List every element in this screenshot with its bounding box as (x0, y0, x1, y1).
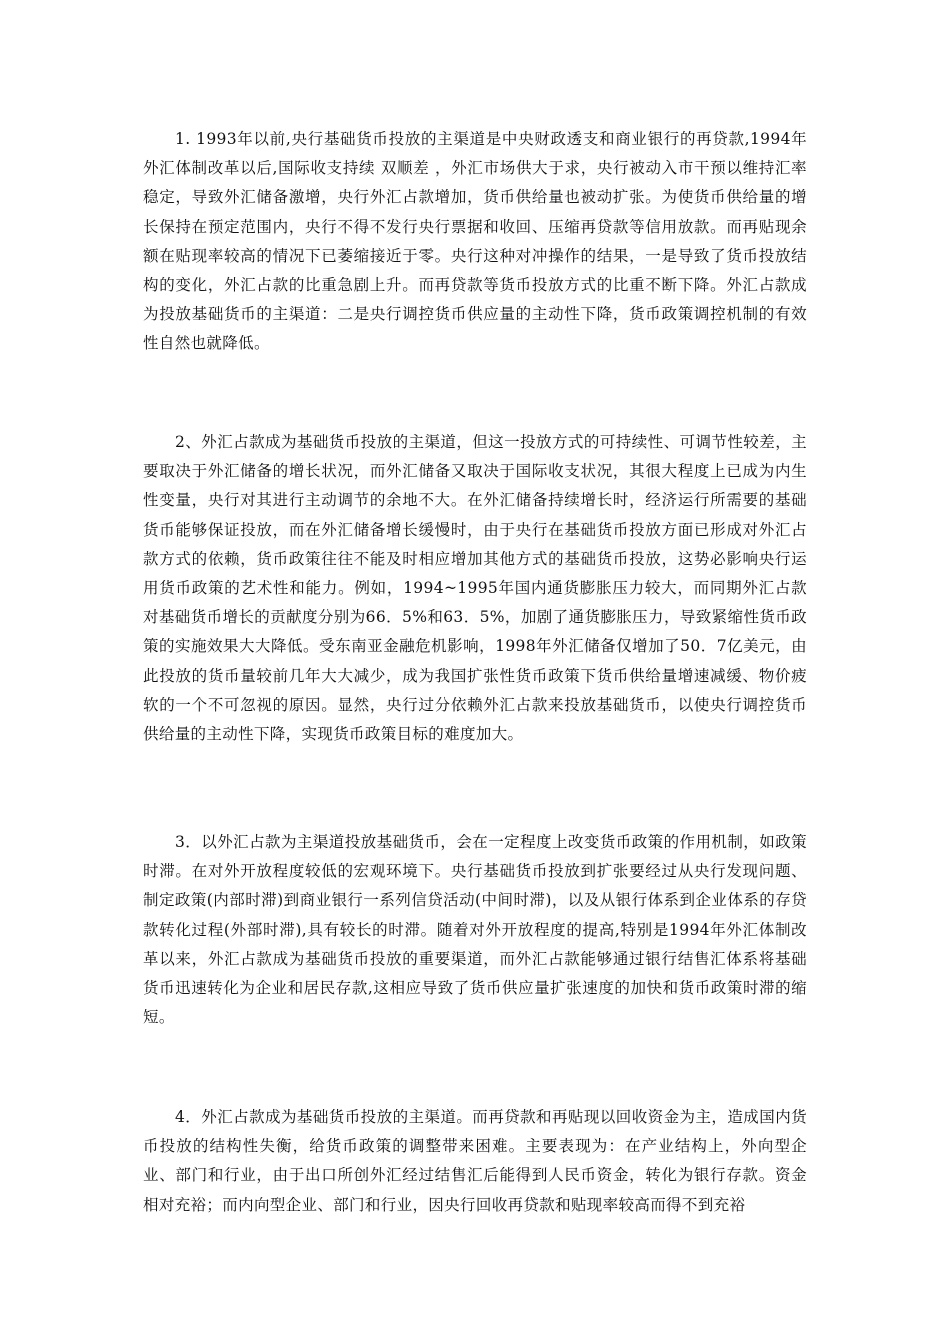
paragraph-2: 2、外汇占款成为基础货币投放的主渠道，但这一投放方式的可持续性、可调节性较差，主要取决于外汇储备的增长状况，而外汇储备又取决于国际收支状况，其很大程度上已成为内生性变量，央行对其进行主动调节的余地不大。在外汇储备持续增长时，经济运行所需要的基础货币能够保证投放，而在外汇储备增长缓慢时，由于央行在基础货币投放方面已形成对外汇占款方式的依赖，货币政策往往不能及时相应增加其他方式的基础货币投放，这势必影响央行运用货币政策的艺术性和能力。例如，1994~1995年国内通货膨胀压力较大，而同期外汇占款对基础货币增长的贡献度分别为66．5%和63．5%，加剧了通货膨胀压力，导致紧缩性货币政策的实施效果大大降低。受东南亚金融危机影响，1998年外汇储备仅增加了50．7亿美元，由此投放的货币量较前几年大大减少，成为我国扩张性货币政策下货币供给量增速减缓、物价疲软的一个不可忽视的原因。显然，央行过分依赖外汇占款来投放基础货币，以使央行调控货币供给量的主动性下降，实现货币政策目标的难度加大。 (143, 433, 807, 744)
paragraph-4: 4．外汇占款成为基础货币投放的主渠道。而再贷款和再贴现以回收资金为主，造成国内货币投放的结构性失衡，给货币政策的调整带来困难。主要表现为：在产业结构上，外向型企业、部门和行业，由于出口所创外汇经过结售汇后能得到人民币资金，转化为银行存款。资金相对充裕；而内向型企业、部门和行业，因央行回收再贷款和贴现率较高而得不到充裕 (143, 1108, 807, 1214)
paragraph-3: 3．以外汇占款为主渠道投放基础货币，会在一定程度上改变货币政策的作用机制，如政策时滞。在对外开放程度较低的宏观环境下。央行基础货币投放到扩张要经过从央行发现问题、制定政策(内部时滞)到商业银行一系列信贷活动(中间时滞)，以及从银行体系到企业体系的存贷款转化过程(外部时滞),具有较长的时滞。随着对外开放程度的提高,特别是1994年外汇体制改革以来，外汇占款成为基础货币投放的重要渠道，而外汇占款能够通过银行结售汇体系将基础货币迅速转化为企业和居民存款,这相应导致了货币供应量扩张速度的加快和货币政策时滞的缩短。 (143, 833, 807, 1027)
paragraph-1: 1. 1993年以前,央行基础货币投放的主渠道是中央财政透支和商业银行的再贷款,1994年外汇体制改革以后,国际收支持续 双顺差 ，外汇市场供大于求，央行被动入市干预以维持汇率稳定，导致外汇储备激增，央行外汇占款增加，货币供给量也被动扩张。为使货币供给量的增长保持在预定范围内，央行不得不发行央行票据和收回、压缩再贷款等信用放款。而再贴现余额在贴现率较高的情况下已萎缩接近于零。央行这种对冲操作的结果，一是导致了货币投放结构的变化，外汇占款的比重急剧上升。而再贷款等货币投放方式的比重不断下降。外汇占款成为投放基础货币的主渠道：二是央行调控货币供应量的主动性下降，货币政策调控机制的有效性自然也就降低。 (143, 130, 807, 353)
